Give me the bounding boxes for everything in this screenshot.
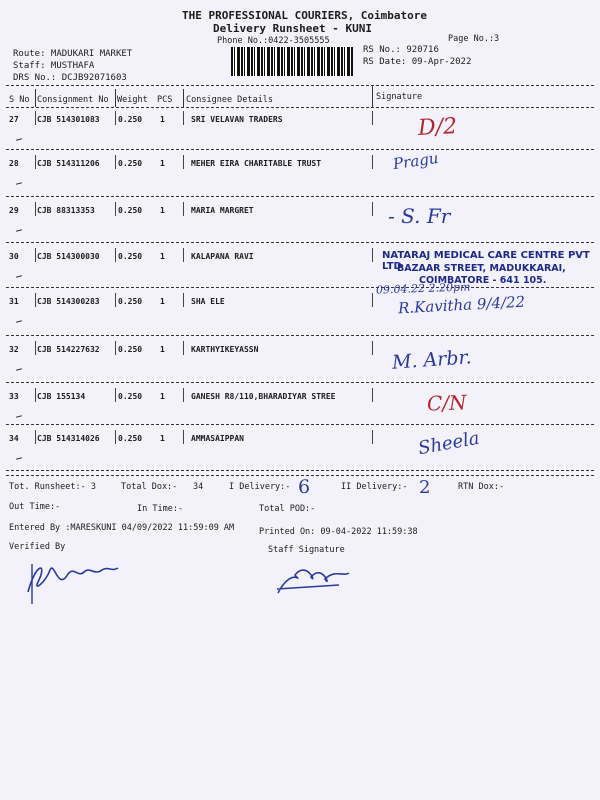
col-pcs: PCS (157, 95, 173, 105)
staff-signature-label: Staff Signature (268, 545, 345, 555)
row-divider (6, 424, 594, 425)
col-divider (35, 293, 36, 307)
col-divider (372, 388, 373, 402)
row-consignee: MARIA MARGRET (191, 206, 254, 215)
col-divider (115, 430, 116, 444)
row-consignee: KALAPANA RAVI (191, 252, 254, 261)
row-signature: Pragu (391, 148, 440, 174)
rtn-dox-label: RTN Dox:- (458, 482, 505, 492)
col-divider (183, 341, 184, 355)
tick-mark (16, 320, 22, 323)
company-title: THE PROFESSIONAL COURIERS, Coimbatore (182, 9, 428, 22)
out-time-label: Out Time:- (9, 502, 61, 512)
row-weight: 0.250 (118, 392, 143, 401)
col-divider (35, 341, 36, 355)
col-divider (115, 293, 116, 307)
row-consignment-no: CJB 88313353 (37, 206, 95, 215)
total-dox-label: Total Dox:- (121, 482, 178, 492)
row-consignment-no: CJB 155134 (37, 392, 86, 401)
runsheet-title: Delivery Runsheet - KUNI (213, 22, 372, 35)
drs-number: DRS No.: DCJB92071603 (13, 73, 127, 83)
tick-mark (16, 368, 22, 371)
page-number: Page No.:3 (448, 34, 500, 44)
col-divider (372, 293, 373, 307)
row-sno: 27 (9, 115, 19, 124)
col-divider (183, 293, 184, 307)
row-consignee: AMMASAIPPAN (191, 434, 244, 443)
col-divider (115, 202, 116, 216)
row-signature: 09.04.22 2.20pm (375, 280, 471, 297)
row-sno: 34 (9, 434, 19, 443)
verified-by-label: Verified By (9, 542, 66, 552)
ii-delivery-value: 2 (419, 477, 431, 498)
divider (6, 85, 594, 86)
row-consignment-no: CJB 514311206 (37, 159, 100, 168)
i-delivery-label: I Delivery:- (229, 482, 291, 492)
col-divider (115, 155, 116, 169)
row-sno: 33 (9, 392, 19, 401)
staff-signature (273, 555, 353, 599)
row-divider (6, 470, 594, 471)
row-pcs: 1 (160, 297, 165, 306)
row-pcs: 1 (160, 115, 165, 124)
printed-on: Printed On: 09-04-2022 11:59:38 (259, 527, 418, 537)
col-divider (35, 430, 36, 444)
row-pcs: 1 (160, 434, 165, 443)
tick-mark (16, 275, 22, 278)
total-dox-value: 34 (193, 482, 204, 492)
col-divider (35, 155, 36, 169)
col-divider (115, 341, 116, 355)
company-stamp-line1: NATARAJ MEDICAL CARE CENTRE PVT LTD (382, 250, 590, 272)
row-consignee: KARTHYIKEYASSN (191, 345, 259, 354)
col-divider (372, 430, 373, 444)
row-weight: 0.250 (118, 252, 143, 261)
company-stamp-line3: COIMBATORE - 641 105. (419, 275, 547, 286)
col-divider (372, 202, 373, 216)
row-signature: C/N (426, 390, 467, 416)
row-pcs: 1 (160, 206, 165, 215)
divider (6, 107, 594, 108)
rs-date: RS Date: 09-Apr-2022 (363, 57, 472, 67)
row-weight: 0.250 (118, 434, 143, 443)
row-divider (6, 196, 594, 197)
phone-number: Phone No.:0422-3505555 (217, 36, 330, 46)
entered-by: Entered By :MARESKUNI 04/09/2022 11:59:09 AM (9, 523, 235, 533)
i-delivery-value: 6 (298, 476, 311, 498)
row-pcs: 1 (160, 345, 165, 354)
row-consignment-no: CJB 514301083 (37, 115, 100, 124)
row-signature: D/2 (417, 113, 458, 142)
route-label: Route: MADUKARI MARKET (13, 49, 133, 59)
col-divider (183, 388, 184, 402)
tick-mark (16, 138, 22, 141)
col-consignee: Consignee Details (186, 95, 273, 105)
col-divider (35, 248, 36, 262)
col-divider (35, 111, 36, 125)
tick-mark (16, 415, 22, 418)
col-signature: Signature (376, 92, 423, 102)
row-signature: M. Arbr. (391, 346, 473, 374)
tick-mark (16, 229, 22, 232)
col-divider (372, 155, 373, 169)
row-pcs: 1 (160, 392, 165, 401)
rs-number: RS No.: 920716 (363, 45, 439, 55)
col-divider (115, 89, 116, 107)
row-consignment-no: CJB 514300030 (37, 252, 100, 261)
col-sno: S No (9, 95, 30, 105)
col-divider (115, 388, 116, 402)
row-divider (6, 382, 594, 383)
tick-mark (16, 457, 22, 460)
row-weight: 0.250 (118, 115, 143, 124)
row-weight: 0.250 (118, 345, 143, 354)
tick-mark (16, 182, 22, 185)
in-time-label: In Time:- (137, 504, 184, 514)
staff-label: Staff: MUSTHAFA (13, 61, 95, 71)
row-consignee: SRI VELAVAN TRADERS (191, 115, 283, 124)
col-weight: Weight (117, 95, 148, 105)
row-weight: 0.250 (118, 159, 143, 168)
col-divider (183, 202, 184, 216)
total-pod-label: Total POD:- (259, 504, 316, 514)
col-divider (183, 111, 184, 125)
row-pcs: 1 (160, 159, 165, 168)
row-consignment-no: CJB 514300283 (37, 297, 100, 306)
col-divider (35, 388, 36, 402)
row-weight: 0.250 (118, 206, 143, 215)
col-divider (183, 430, 184, 444)
row-divider (6, 335, 594, 336)
col-divider (115, 111, 116, 125)
col-divider (183, 89, 184, 107)
col-divider (115, 248, 116, 262)
row-signature: R.Kavitha 9/4/22 (397, 292, 526, 318)
row-sno: 28 (9, 159, 19, 168)
row-divider (6, 287, 594, 288)
row-consignment-no: CJB 514227632 (37, 345, 100, 354)
row-sno: 31 (9, 297, 19, 306)
row-sno: 32 (9, 345, 19, 354)
ii-delivery-label: II Delivery:- (341, 482, 408, 492)
verified-signature (18, 552, 128, 606)
col-divider (372, 341, 373, 355)
row-signature: Sheela (416, 427, 482, 460)
col-divider (35, 202, 36, 216)
row-consignee: SHA ELE (191, 297, 225, 306)
row-sno: 29 (9, 206, 19, 215)
tot-runsheet: Tot. Runsheet:- 3 (9, 482, 96, 492)
row-sno: 30 (9, 252, 19, 261)
row-divider (6, 149, 594, 150)
col-divider (372, 111, 373, 125)
col-divider (183, 248, 184, 262)
company-stamp-line2: BAZAAR STREET, MADUKKARAI, (397, 263, 566, 274)
col-divider (372, 248, 373, 262)
row-signature: - S. Fr (388, 204, 451, 228)
col-divider (35, 89, 36, 107)
barcode (231, 47, 353, 76)
row-weight: 0.250 (118, 297, 143, 306)
row-consignee: MEHER EIRA CHARITABLE TRUST (191, 159, 322, 168)
row-consignment-no: CJB 514314026 (37, 434, 100, 443)
row-pcs: 1 (160, 252, 165, 261)
row-consignee: GANESH R8/110,BHARADIYAR STREE (191, 392, 336, 401)
row-divider (6, 242, 594, 243)
col-divider (372, 86, 373, 107)
col-consignment: Consignment No (37, 95, 109, 105)
col-divider (183, 155, 184, 169)
